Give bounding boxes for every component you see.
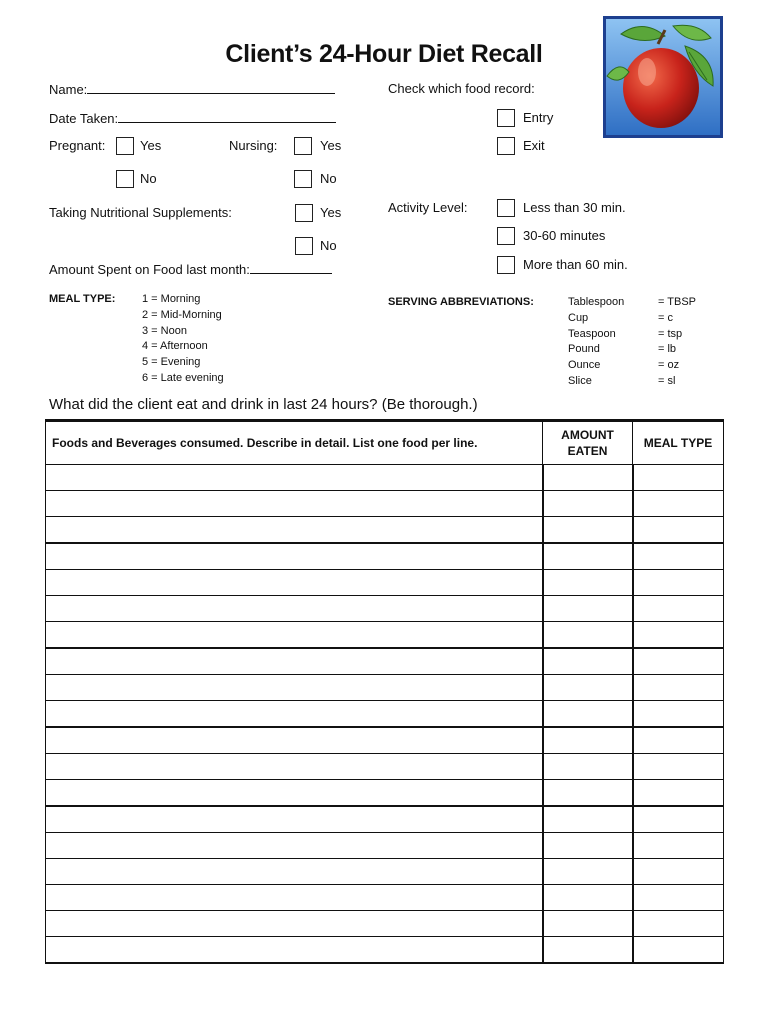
amount-cell[interactable] xyxy=(543,754,633,780)
amount-cell[interactable] xyxy=(543,806,633,833)
meal-cell[interactable] xyxy=(633,465,724,491)
food-cell[interactable] xyxy=(46,937,543,964)
meal-cell[interactable] xyxy=(633,675,724,701)
meal-cell[interactable] xyxy=(633,570,724,596)
supplements-yes-checkbox[interactable] xyxy=(295,204,313,222)
table-row xyxy=(46,517,724,544)
amount-cell[interactable] xyxy=(543,675,633,701)
supplements-label: Taking Nutritional Supplements: xyxy=(49,205,232,220)
amount-cell[interactable] xyxy=(543,648,633,675)
meal-cell[interactable] xyxy=(633,491,724,517)
food-cell[interactable] xyxy=(46,911,543,937)
table-row xyxy=(46,491,724,517)
nursing-yes-checkbox[interactable] xyxy=(294,137,312,155)
amount-cell[interactable] xyxy=(543,622,633,649)
meal-cell[interactable] xyxy=(633,859,724,885)
food-cell[interactable] xyxy=(46,596,543,622)
nursing-no-checkbox[interactable] xyxy=(294,170,312,188)
meal-type-item: 4 = Afternoon xyxy=(142,340,208,353)
amount-cell[interactable] xyxy=(543,833,633,859)
table-row xyxy=(46,543,724,570)
food-cell[interactable] xyxy=(46,543,543,570)
activity-30to60-checkbox[interactable] xyxy=(497,227,515,245)
activity-less30-label: Less than 30 min. xyxy=(523,200,626,215)
meal-cell[interactable] xyxy=(633,596,724,622)
food-cell[interactable] xyxy=(46,465,543,491)
record-label: Check which food record: xyxy=(388,81,535,96)
recall-question: What did the client eat and drink in last 24 hours? (Be thorough.) xyxy=(49,396,478,413)
amount-cell[interactable] xyxy=(543,570,633,596)
nursing-yes-label: Yes xyxy=(320,138,342,153)
serving-abbr: = TBSP xyxy=(658,296,697,308)
amount-cell[interactable] xyxy=(543,701,633,728)
meal-cell[interactable] xyxy=(633,885,724,911)
activity-label: Activity Level: xyxy=(388,200,468,215)
serving-names xyxy=(568,295,624,390)
pregnant-label: Pregnant: xyxy=(49,138,106,153)
date-label: Date Taken: xyxy=(49,111,119,126)
serving-abbr: = oz xyxy=(658,359,680,372)
nursing-label: Nursing: xyxy=(229,138,278,153)
food-cell[interactable] xyxy=(46,648,543,675)
col-food-header: Foods and Beverages consumed. Describe in detail. List one food per line. xyxy=(46,421,543,465)
amount-cell[interactable] xyxy=(543,859,633,885)
serving-abbrs xyxy=(658,295,696,390)
serving-name: Cup xyxy=(568,311,589,324)
table-row xyxy=(46,937,724,964)
pregnant-yes-label: Yes xyxy=(140,138,162,153)
food-cell[interactable] xyxy=(46,780,543,807)
serving-abbr: = c xyxy=(658,311,673,324)
record-exit-label: Exit xyxy=(523,138,545,153)
food-cell[interactable] xyxy=(46,570,543,596)
table-row xyxy=(46,701,724,728)
meal-type-item: 3 = Noon xyxy=(142,324,187,337)
amount-cell[interactable] xyxy=(543,465,633,491)
table-row xyxy=(46,780,724,807)
meal-cell[interactable] xyxy=(633,806,724,833)
date-line[interactable] xyxy=(118,110,336,123)
name-field[interactable] xyxy=(49,81,335,98)
table-row xyxy=(46,727,724,754)
food-cell[interactable] xyxy=(46,885,543,911)
col-meal-header: MEAL TYPE xyxy=(633,421,724,465)
supplements-no-checkbox[interactable] xyxy=(295,237,313,255)
meal-cell[interactable] xyxy=(633,780,724,807)
table-row xyxy=(46,833,724,859)
pregnant-yes-checkbox[interactable] xyxy=(116,137,134,155)
food-cell[interactable] xyxy=(46,727,543,754)
food-cell[interactable] xyxy=(46,701,543,728)
table-row xyxy=(46,570,724,596)
table-row xyxy=(46,911,724,937)
col-amount-line2: EATEN xyxy=(567,444,608,458)
activity-more60-checkbox[interactable] xyxy=(497,256,515,274)
nursing-no-label: No xyxy=(320,171,337,186)
table-row xyxy=(46,596,724,622)
food-cell[interactable] xyxy=(46,833,543,859)
serving-name: Ounce xyxy=(568,359,601,372)
meal-cell[interactable] xyxy=(633,622,724,649)
amount-cell[interactable] xyxy=(543,885,633,911)
meal-type-item: 2 = Mid-Morning xyxy=(142,308,222,321)
record-exit-checkbox[interactable] xyxy=(497,137,515,155)
activity-less30-checkbox[interactable] xyxy=(497,199,515,217)
activity-30to60-label: 30-60 minutes xyxy=(523,228,606,243)
serving-abbr: = sl xyxy=(658,374,676,387)
amount-cell[interactable] xyxy=(543,727,633,754)
serving-abbr: = tsp xyxy=(658,327,683,340)
pregnant-no-label: No xyxy=(140,171,157,186)
name-label: Name: xyxy=(49,82,88,97)
meal-cell[interactable] xyxy=(633,754,724,780)
meal-cell[interactable] xyxy=(633,701,724,728)
food-cell[interactable] xyxy=(46,517,543,544)
table-header-row xyxy=(46,421,724,465)
meal-type-item: 6 = Late evening xyxy=(142,371,224,384)
name-line[interactable] xyxy=(87,81,335,94)
supplements-yes-label: Yes xyxy=(320,205,342,220)
col-amount-line1: AMOUNT xyxy=(561,428,614,442)
meal-cell[interactable] xyxy=(633,833,724,859)
apple-icon xyxy=(603,16,723,138)
record-entry-checkbox[interactable] xyxy=(497,109,515,127)
pregnant-no-checkbox[interactable] xyxy=(116,170,134,188)
food-cell[interactable] xyxy=(46,806,543,833)
col-amount-header xyxy=(543,421,633,465)
food-cell[interactable] xyxy=(46,622,543,649)
meal-cell[interactable] xyxy=(633,543,724,570)
form-title: Client’s 24-Hour Diet Recall xyxy=(225,40,543,68)
food-cell[interactable] xyxy=(46,859,543,885)
recall-table xyxy=(45,419,724,964)
serving-name: Tablespoon xyxy=(568,296,625,308)
amount-cell[interactable] xyxy=(543,911,633,937)
serving-name: Teaspoon xyxy=(568,327,616,340)
meal-cell[interactable] xyxy=(633,727,724,754)
table-row xyxy=(46,885,724,911)
amount-cell[interactable] xyxy=(543,780,633,807)
amount-cell[interactable] xyxy=(543,596,633,622)
amount-spent-line[interactable] xyxy=(250,261,332,274)
activity-more60-label: More than 60 min. xyxy=(523,257,628,272)
table-row xyxy=(46,806,724,833)
meal-type-item: 5 = Evening xyxy=(142,356,201,369)
food-cell[interactable] xyxy=(46,491,543,517)
record-entry-label: Entry xyxy=(523,110,554,125)
supplements-no-label: No xyxy=(320,238,337,253)
amount-cell[interactable] xyxy=(543,491,633,517)
serving-name: Pound xyxy=(568,343,600,356)
serving-label: SERVING ABBREVIATIONS: xyxy=(388,296,534,308)
meal-type-list xyxy=(142,292,224,387)
table-row xyxy=(46,675,724,701)
meal-type-label: MEAL TYPE: xyxy=(49,293,116,305)
table-row xyxy=(46,754,724,780)
meal-cell[interactable] xyxy=(633,517,724,544)
amount-cell[interactable] xyxy=(543,543,633,570)
amount-spent-label: Amount Spent on Food last month: xyxy=(49,262,250,277)
amount-cell[interactable] xyxy=(543,517,633,544)
serving-name: Slice xyxy=(568,374,592,387)
meal-type-item: 1 = Morning xyxy=(142,293,201,305)
meal-cell[interactable] xyxy=(633,937,724,964)
amount-cell[interactable] xyxy=(543,937,633,964)
table-row xyxy=(46,859,724,885)
table-row xyxy=(46,648,724,675)
table-row xyxy=(46,465,724,491)
food-cell[interactable] xyxy=(46,754,543,780)
amount-spent-field[interactable] xyxy=(49,261,332,278)
serving-abbr: = lb xyxy=(658,343,677,356)
meal-cell[interactable] xyxy=(633,911,724,937)
table-row xyxy=(46,622,724,649)
meal-cell[interactable] xyxy=(633,648,724,675)
date-field[interactable] xyxy=(49,110,336,127)
food-cell[interactable] xyxy=(46,675,543,701)
